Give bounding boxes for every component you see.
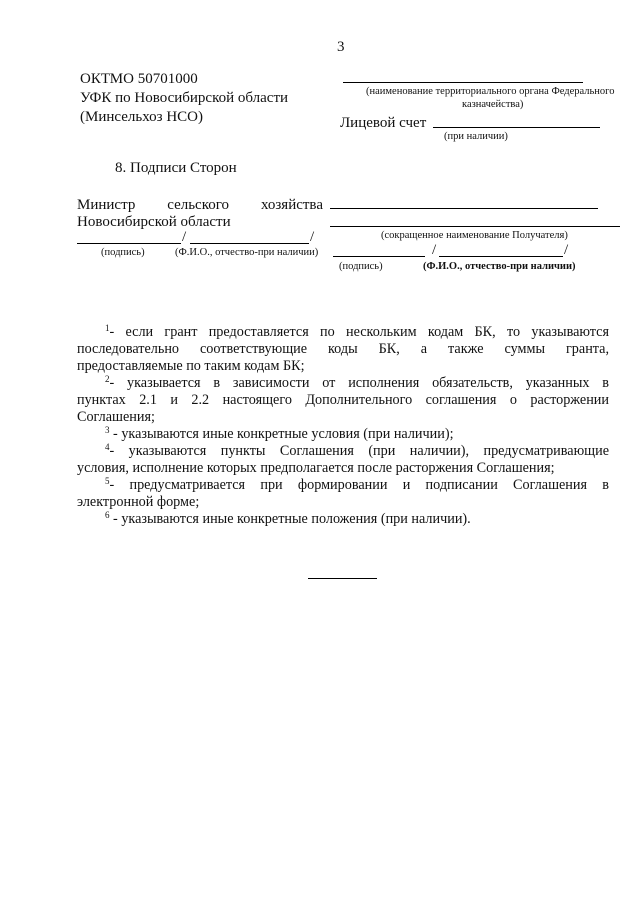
footnotes: [77, 324, 609, 528]
right-signature-line: [333, 256, 425, 257]
account-caption: (при наличии): [444, 131, 508, 142]
minister-word-3: хозяйства: [260, 197, 323, 213]
treasury-name-line: [343, 82, 583, 83]
footnote-6-line-1: $^6$ - указываются иные конкретные положения (при наличии).: [105, 510, 471, 527]
footnote-2-line-1: $^2$- указывается в зависимости от исполнения обязательств, указанных в: [105, 374, 609, 391]
footnote-1-line-2: последовательно соответствующие коды БК, а также суммы гранта,: [77, 341, 609, 357]
footnote-4-number: 4: [105, 442, 110, 452]
minister-title-line1: [77, 196, 323, 214]
left-name-caption: (Ф.И.О., отчество-при наличии): [175, 247, 319, 258]
footnote-6-number: 6: [105, 510, 110, 520]
left-name-line: [190, 243, 309, 244]
left-slash-1: /: [182, 229, 187, 245]
footnote-5-line-1: $^5$- предусматривается при формировании и подписании Соглашения в: [105, 476, 609, 493]
right-sign-caption: (подпись): [339, 261, 383, 272]
footnote-1-line-3: предоставляемые по таким кодам БК;: [77, 358, 305, 374]
recipient-caption: (сокращенное наименование Получателя): [381, 230, 568, 241]
right-slash-2: /: [564, 242, 569, 258]
closing-divider: [308, 578, 377, 579]
ufk-name: УФК по Новосибирской области: [80, 90, 289, 106]
footnote-4-line-2: условия, исполнение которых предполагается после расторжения Соглашения;: [77, 460, 555, 476]
page-number: 3: [337, 39, 345, 55]
left-signature-line: [77, 243, 181, 244]
right-slash-1: /: [432, 242, 437, 258]
recipient-line-2: [330, 226, 620, 227]
recipient-line-1: [330, 208, 598, 209]
minister-word-1: Министр: [77, 197, 136, 213]
ministry-short-name: (Минсельхоз НСО): [80, 109, 203, 125]
section-title: 8. Подписи Сторон: [115, 160, 237, 176]
right-name-line: [439, 256, 563, 257]
footnote-5-line-2: электронной форме;: [77, 494, 200, 510]
minister-word-2: сельского: [167, 197, 230, 213]
footnote-3-number: 3: [105, 425, 110, 435]
footnote-2-line-3: Соглашения;: [77, 409, 155, 425]
footnote-1-line-1: $^1$- если грант предоставляется по нескольким кодам БК, то указываются: [105, 323, 609, 340]
account-label: Лицевой счет: [340, 115, 427, 131]
footnote-4-line-1: $^4$- указываются пункты Соглашения (при наличии), предусматривающие: [105, 442, 609, 459]
right-name-caption: (Ф.И.О., отчество-при наличии): [423, 261, 576, 272]
treasury-caption-1: (наименование территориального органа Федерального: [366, 86, 615, 97]
oktmo-code: ОКТМО 50701000: [80, 71, 198, 87]
footnote-1-number: 1: [105, 323, 110, 333]
left-slash-2: /: [310, 229, 315, 245]
minister-title-line2: Новосибирской области: [77, 214, 231, 230]
footnote-2-line-2: пунктах 2.1 и 2.2 настоящего Дополнительного соглашения о расторжении: [77, 392, 609, 408]
footnote-2-number: 2: [105, 374, 110, 384]
treasury-caption-2: казначейства): [462, 99, 524, 110]
footnote-3-line-1: $^3$ - указываются иные конкретные условия (при наличии);: [105, 425, 454, 442]
account-line: [433, 127, 600, 128]
footnote-5-number: 5: [105, 476, 110, 486]
left-sign-caption: (подпись): [101, 247, 145, 258]
